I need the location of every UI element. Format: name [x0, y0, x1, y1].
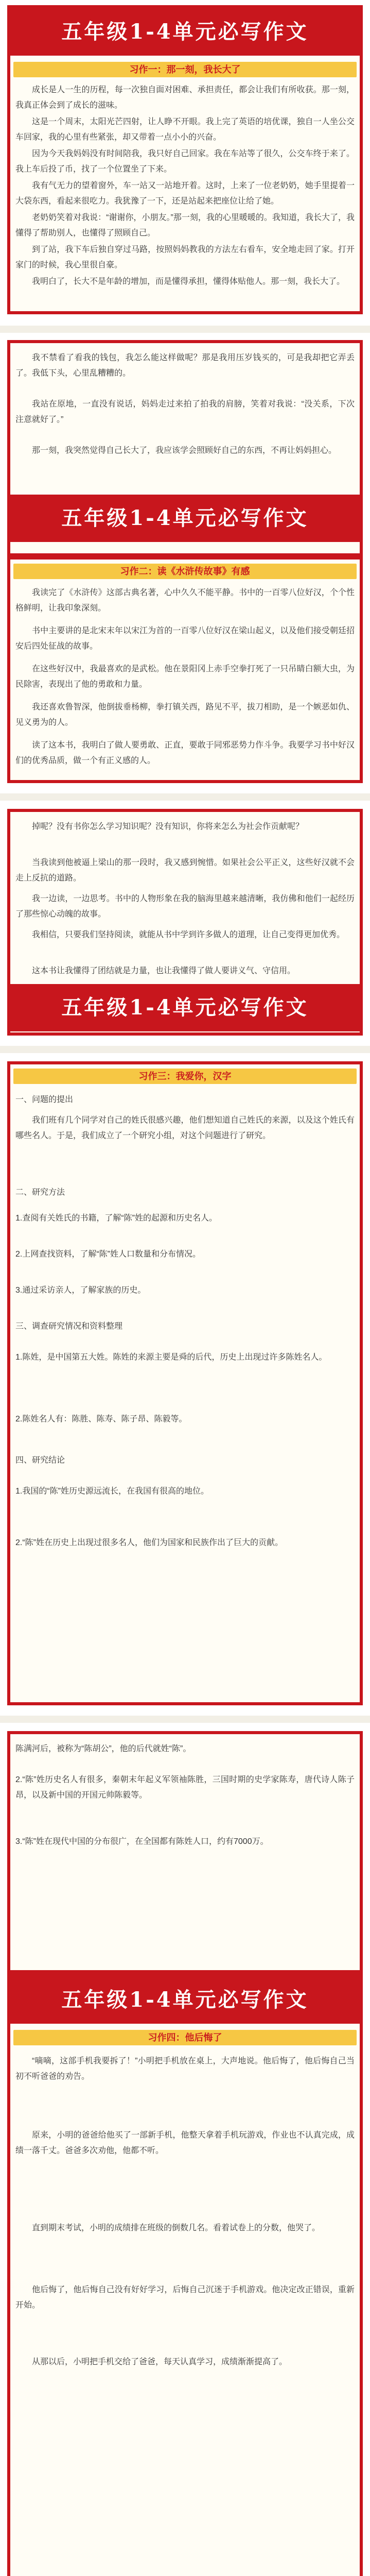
paragraph: 我有气无力的望着窗外，车一站又一站地开着。这时，上来了一位老奶奶，她手里提着一大袋东西，看起来很吃力。我犹豫了一下，还是站起来把座位让给了她。: [15, 181, 355, 206]
section-divider: [0, 1716, 370, 1723]
paragraph: 我们班有几个同学对自己的姓氏很感兴趣，他们想知道自己姓氏的来源，以及这个姓氏有哪些名人。于是，我们成立了一个研究小组，对这个问题进行了研究。: [15, 1116, 355, 1140]
paragraph: 成长是人一生的历程，每一次独自面对困难、承担责任，都会让我们有所收获。那一刻，我真正体会到了成长的滋味。: [15, 86, 355, 110]
paragraph: 1.查阅有关姓氏的书籍，了解“陈”姓的起源和历史名人。: [15, 1214, 218, 1223]
section-banner: 五年级1-4单元必写作文: [7, 495, 363, 542]
paragraph: 我读完了《水浒传》这部古典名著，心中久久不能平静。书中的一百零八位好汉，个个性格鲜明，让我印象深刻。: [15, 588, 355, 613]
paragraph: 因为今天我妈妈没有时间陪我，我只好自己回家。我在车站等了很久，公交车终于来了。我上车后投了币，找了一个位置坐了下来。: [15, 149, 355, 174]
paragraph: 一、问题的提出: [15, 1095, 74, 1104]
paragraph: 我不禁看了看我的钱包，我怎么能这样做呢？那是我用压岁钱买的，可是我却把它弄丢了。我低下头，心里乱糟糟的。: [15, 353, 355, 378]
section-subtitle: 习作三：我爱你，汉字: [13, 1069, 357, 1084]
paragraph: 掉呢？没有书你怎么学习知识呢？没有知识，你将来怎么为社会作贡献呢？: [32, 822, 304, 831]
paragraph: 1.陈姓，是中国第五大姓。陈姓的来源主要是舜的后代，历史上出现过许多陈姓名人。: [15, 1353, 327, 1362]
paragraph: 陈满河后，被称为“陈胡公”，他的后代就姓“陈”。: [15, 1744, 191, 1753]
paragraph: 他后悔了，他后悔自己没有好好学习，后悔自己沉迷于手机游戏。他决定改正错误，重新开始。: [15, 2285, 355, 2310]
section-subtitle: 习作一：那一刻，我长大了: [13, 62, 357, 77]
paragraph: 3.“陈”姓在现代中国的分布很广，在全国都有陈姓人口，约有7000万。: [15, 1837, 269, 1846]
paragraph: 原来，小明的爸爸给他买了一部新手机，他整天拿着手机玩游戏，作业也不认真完成，成绩一落千丈。爸爸多次劝他，他都不听。: [15, 2131, 355, 2155]
paragraph: 读了这本书，我明白了做人要勇敢、正直，要敢于同邪恶势力作斗争。我要学习书中好汉们的优秀品质，做一个有正义感的人。: [15, 741, 355, 765]
paragraph: 1.我国的“陈”姓历史源远流长，在我国有很高的地位。: [15, 1487, 209, 1496]
paragraph: 四、研究结论: [15, 1456, 65, 1465]
paragraph: 这是一个周末，太阳光芒四射，让人睁不开眼。我上完了英语的培优课，独自一人坐公交车回家，我的心里有些紧张，却又带着一点小小的兴奋。: [15, 117, 355, 142]
section-subtitle: 习作四：他后悔了: [13, 2030, 357, 2045]
paragraph: 2.陈姓名人有：陈胜、陈寿、陈子昂、陈毅等。: [15, 1415, 187, 1423]
paragraph: 到了站，我下车后独自穿过马路，按照妈妈教我的方法左右看车，安全地走回了家。打开家门的时候，我心里很自豪。: [15, 245, 355, 269]
section-banner: 五年级1-4单元必写作文: [7, 8, 363, 56]
section-banner: 五年级1-4单元必写作文: [7, 984, 363, 1031]
paragraph: 直到期末考试，小明的成绩排在班级的倒数几名。看着试卷上的分数，他哭了。: [32, 2224, 321, 2232]
section-divider: [0, 793, 370, 801]
paragraph: 我明白了，长大不是年龄的增加，而是懂得承担，懂得体贴他人。那一刻，我长大了。: [32, 277, 345, 286]
section-5: [4, 1061, 366, 1705]
section-2: [4, 340, 366, 556]
paragraph: 从那以后，小明把手机交给了爸爸，每天认真学习，成绩渐渐提高了。: [32, 2358, 288, 2366]
paragraph: 我一边读，一边思考。书中的人物形象在我的脑海里越来越清晰，我仿佛和他们一起经历了那些惊心动魄的故事。: [15, 894, 355, 919]
paragraph: “嘀嘀，这部手机我要拆了！”小明把手机放在桌上，大声地说。他后悔了，他后悔自己当初不听爸爸的劝告。: [15, 2057, 355, 2081]
paragraph: 我相信，只要我们坚持阅读，就能从书中学到许多做人的道理，让自己变得更加优秀。: [32, 930, 345, 939]
paragraph: 那一刻，我突然觉得自己长大了，我应该学会照顾好自己的东西，不再让妈妈担心。: [32, 446, 337, 455]
card-frame: [7, 1731, 363, 1973]
card-frame: [7, 1061, 363, 1705]
paragraph: 我还喜欢鲁智深，他倒拔垂杨柳，拳打镇关西，路见不平，拔刀相助，是一个嫉恶如仇、见义勇为的人。: [15, 703, 355, 727]
section-divider: [0, 326, 370, 333]
paragraph: 2.上网查找资料，了解“陈”姓人口数量和分布情况。: [15, 1250, 201, 1259]
paragraph: 老奶奶笑着对我说：“谢谢你，小朋友。”那一刻，我的心里暖暖的。我知道，我长大了，我懂得了帮助别人，也懂得了照顾自己。: [15, 213, 355, 238]
paragraph: 我站在原地，一直没有说话，妈妈走过来拍了拍我的肩膀，笑着对我说：“没关系，下次注意就好了。”: [15, 400, 355, 424]
section-3: [4, 556, 366, 783]
paragraph: 3.通过采访亲人，了解家族的历史。: [15, 1286, 146, 1295]
section-7: [4, 1973, 366, 2576]
paragraph: 2.“陈”姓历史名人有很多，秦朝末年起义军领袖陈胜，三国时期的史学家陈寿，唐代诗人陈子昂，以及新中国的开国元帅陈毅等。: [15, 1775, 355, 1800]
section-divider: [0, 1046, 370, 1053]
section-1: [4, 5, 366, 314]
section-6: [4, 1731, 366, 1973]
paragraph: 2.“陈”姓在历史上出现过很多名人，他们为国家和民族作出了巨大的贡献。: [15, 1538, 284, 1547]
paragraph: 二、研究方法: [15, 1188, 65, 1197]
section-4: [4, 809, 366, 1036]
paragraph: 在这些好汉中，我最喜欢的是武松。他在景阳冈上赤手空拳打死了一只吊睛白额大虫，为民除害，表现出了他的勇敢和力量。: [15, 665, 355, 689]
paragraph: 这本书让我懂得了团结就是力量，也让我懂得了做人要讲义气、守信用。: [32, 967, 296, 975]
paragraph: 三、调查研究情况和资料整理: [15, 1322, 123, 1331]
section-subtitle: 习作二：读《水浒传故事》有感: [13, 564, 357, 579]
paragraph: 书中主要讲的是北宋末年以宋江为首的一百零八位好汉在梁山起义，以及他们接受朝廷招安后四处征战的故事。: [15, 626, 355, 651]
paragraph: 当我读到他被逼上梁山的那一段时，我又感到惋惜。如果社会公平正义，这些好汉就不会走上反抗的道路。: [15, 858, 355, 883]
section-banner: 五年级1-4单元必写作文: [7, 1976, 363, 2024]
